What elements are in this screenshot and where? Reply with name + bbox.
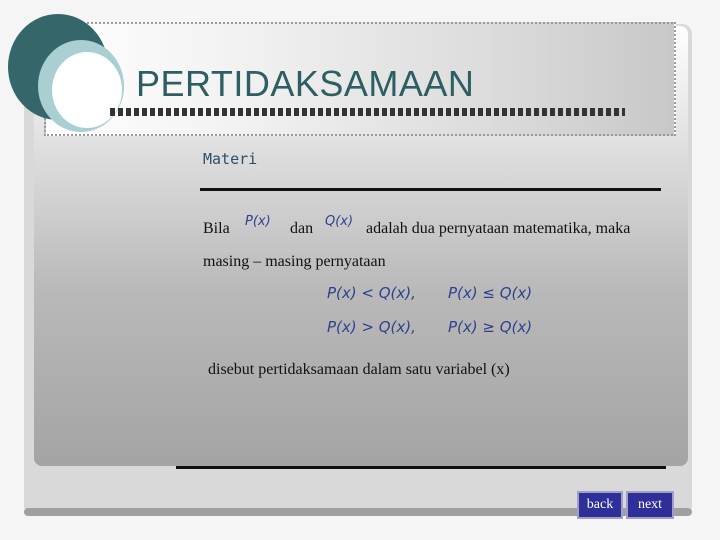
expr-q: Q(x) [325, 214, 354, 229]
text-intro-line2: masing – masing pernyataan [203, 253, 386, 270]
inequality-greater: P(x) > Q(x), [327, 318, 416, 336]
back-button[interactable]: back [577, 491, 623, 519]
inequality-less: P(x) < Q(x), [327, 284, 416, 302]
section-subtitle: Materi [203, 150, 258, 168]
inequality-greater-equal: P(x) ≥ Q(x) [448, 318, 533, 336]
text-conclusion: disebut pertidaksamaan dalam satu variabel (x) [208, 361, 510, 378]
divider-bottom [176, 466, 666, 469]
inequality-less-equal: P(x) ≤ Q(x) [448, 284, 533, 302]
page-title: PERTIDAKSAMAAN [136, 63, 475, 104]
title-underline-dots [110, 108, 625, 116]
text-intro-rest: adalah dua pernyataan matematika, maka [366, 220, 631, 237]
expr-p: P(x) [245, 214, 271, 229]
next-button[interactable]: next [626, 491, 674, 519]
text-bila: Bila [203, 220, 230, 237]
divider-top [200, 188, 661, 191]
decor-circle-white [52, 52, 122, 128]
text-dan: dan [290, 220, 314, 237]
